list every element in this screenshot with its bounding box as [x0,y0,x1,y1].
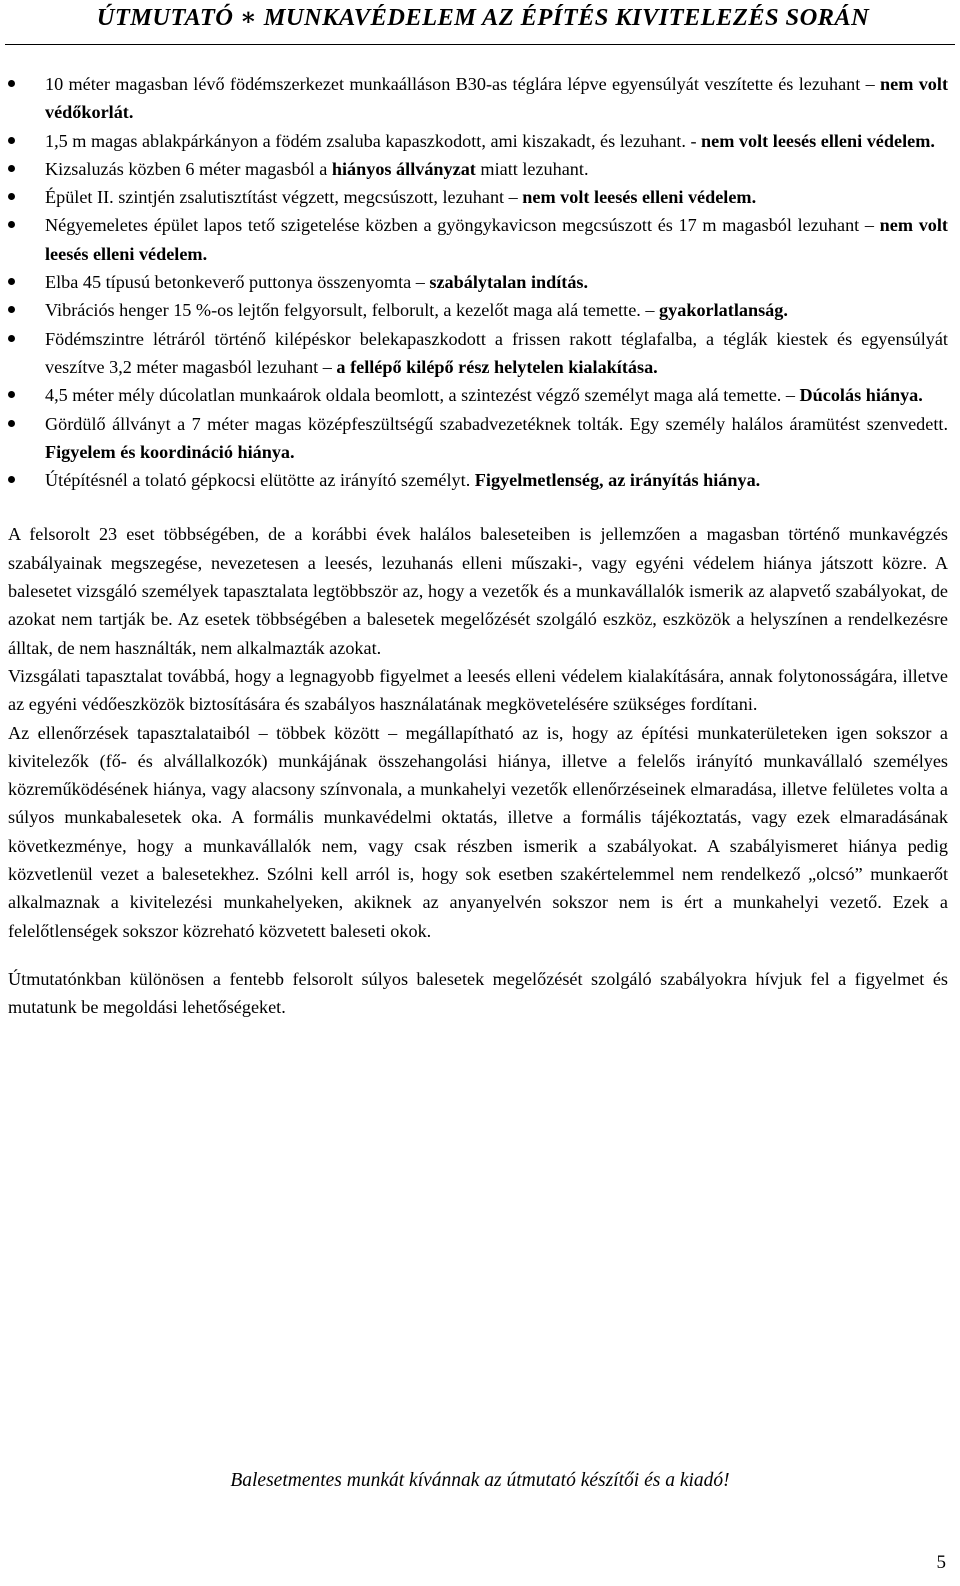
bullet-icon [8,391,15,398]
protection-paragraph: Vizsgálati tapasztalat továbbá, hogy a legnagyobb figyelmet a leesés elleni védelem kialakítására, annak folytonosságára, illetve az egyéni védőeszközök biztosítására és szabályos használatának megkövetelésére szükséges fordítani. [8,665,948,715]
list-item: 4,5 méter mély dúcolatlan munkaárok oldala beomlott, a szintezést végző személyt maga alá temette. – Dúcolás hiánya. [8,381,948,409]
bullet-icon [8,221,15,228]
list-item: Épület II. szintjén zsalutisztítást végzett, megcsúszott, lezuhant – nem volt leesés elleni védelem. [8,183,948,211]
list-item: Kizsaluzás közben 6 méter magasból a hiányos állványzat miatt lezuhant. [8,155,948,183]
page-number: 5 [936,1552,946,1573]
list-item: Födémszintre létráról történő kilépéskor belekapaszkodott a frissen rakott téglafalba, a téglák kiestek és egyensúlyát veszítve 3,2 méter magasból lezuhant – a fellépő kilépő rész helytelen kialakítása. [8,325,948,382]
page-header [5,0,955,45]
bullet-icon [8,476,15,483]
list-item: Vibrációs henger 15 %-os lejtőn felgyorsult, felborult, a kezelőt maga alá temette. – gyakorlatlanság. [8,296,948,324]
closing-line: Balesetmentes munkát kívánnak az útmutató készítői és a kiadó! [230,1470,730,1491]
list-item: Útépítésnél a tolató gépkocsi elütötte az irányító személyt. Figyelmetlenség, az irányítás hiánya. [8,466,948,494]
bullet-icon [8,193,15,200]
bullet-icon [8,306,15,313]
header-title: ÚTMUTATÓ ∗ MUNKAVÉDELEM AZ ÉPÍTÉS KIVITELEZÉS SORÁN [96,4,870,31]
bullet-icon [8,420,15,427]
bullet-icon [8,335,15,342]
inspection-paragraph: Az ellenőrzések tapasztalataiból – többek között – megállapítható az is, hogy az építési munkaterületeken igen sokszor a kivitelezők (fő- és alvállalkozók) munkájának összehangolási hiánya, illetve a felelős irányító munkavállaló személyes közreműködésének hiánya, vagy alacsony színvonala, a munkahelyi vezetők ellenőrzéseinek elmaradása, illetve felületes volta a súlyos munkabalesetek oka. A formális munkavédelmi oktatás, illetve a formális tájékoztatás, vagy ezek elmaradásának következménye, hogy a munkavállalók nem, vagy csak részben ismerik a szabályokat. A szabályismeret hiánya pedig közvetlenül vezet a balesetekhez. Szólni kell arról is, hogy sok esetben szakértelemmel nem rendelkező „olcsó” munkaerőt alkalmaznak a kivitelezési munkahelyeken, akiknek az anyanyelvén sokszor nem is ért a munkahelyi vezető. Ezek a felelőtlenségek sokszor közreható közvetett baleseti okok. [8,722,948,941]
summary-paragraph: A felsorolt 23 eset többségében, de a korábbi évek halálos baleseteiben is jellemzően a magasban történő munkavégzés szabályainak megszegése, nevezetesen a leesés, lezuhanás elleni műszaki-, vagy egyéni védelem hiánya játszott közre. A balesetet vizsgáló személyek tapasztalata legtöbbször az, hogy a vezetők és a munkavállalók ismerik az alapvető szabályokat, de azokat nem tartják be. Az esetek többségében a balesetek megelőzését szolgáló eszköz, eszközök a helyszínen a rendelkezésre álltak, de nem használták, nem alkalmazták azokat. [8,524,948,658]
bullet-icon [8,137,15,144]
bullet-icon [8,278,15,285]
accident-list [8,70,948,494]
list-item: Gördülő állványt a 7 méter magas középfeszültségű szabadvezetéknek tolták. Egy személy halálos áramütést szenvedett. Figyelem és koordináció hiánya. [8,410,948,467]
list-item: 1,5 m magas ablakpárkányon a födém zsaluba kapaszkodott, ami kiszakadt, és lezuhant. - nem volt leesés elleni védelem. [8,127,948,155]
bullet-icon [8,80,15,87]
list-item: 10 méter magasban lévő födémszerkezet munkaálláson B30-as téglára lépve egyensúlyát veszítette és lezuhant – nem volt védőkorlát. [8,70,948,127]
guide-paragraph: Útmutatónkban különösen a fentebb felsorolt súlyos balesetek megelőzését szolgáló szabályokra hívjuk fel a figyelmet és mutatunk be megoldási lehetőségeket. [8,968,948,1018]
list-item: Elba 45 típusú betonkeverő puttonya összenyomta – szabálytalan indítás. [8,268,948,296]
list-item: Négyemeletes épület lapos tető szigetelése közben a gyöngykavicson megcsúszott és 17 m magasból lezuhant – nem volt leesés elleni védelem. [8,211,948,268]
document-body [8,70,948,1022]
bullet-icon [8,165,15,172]
